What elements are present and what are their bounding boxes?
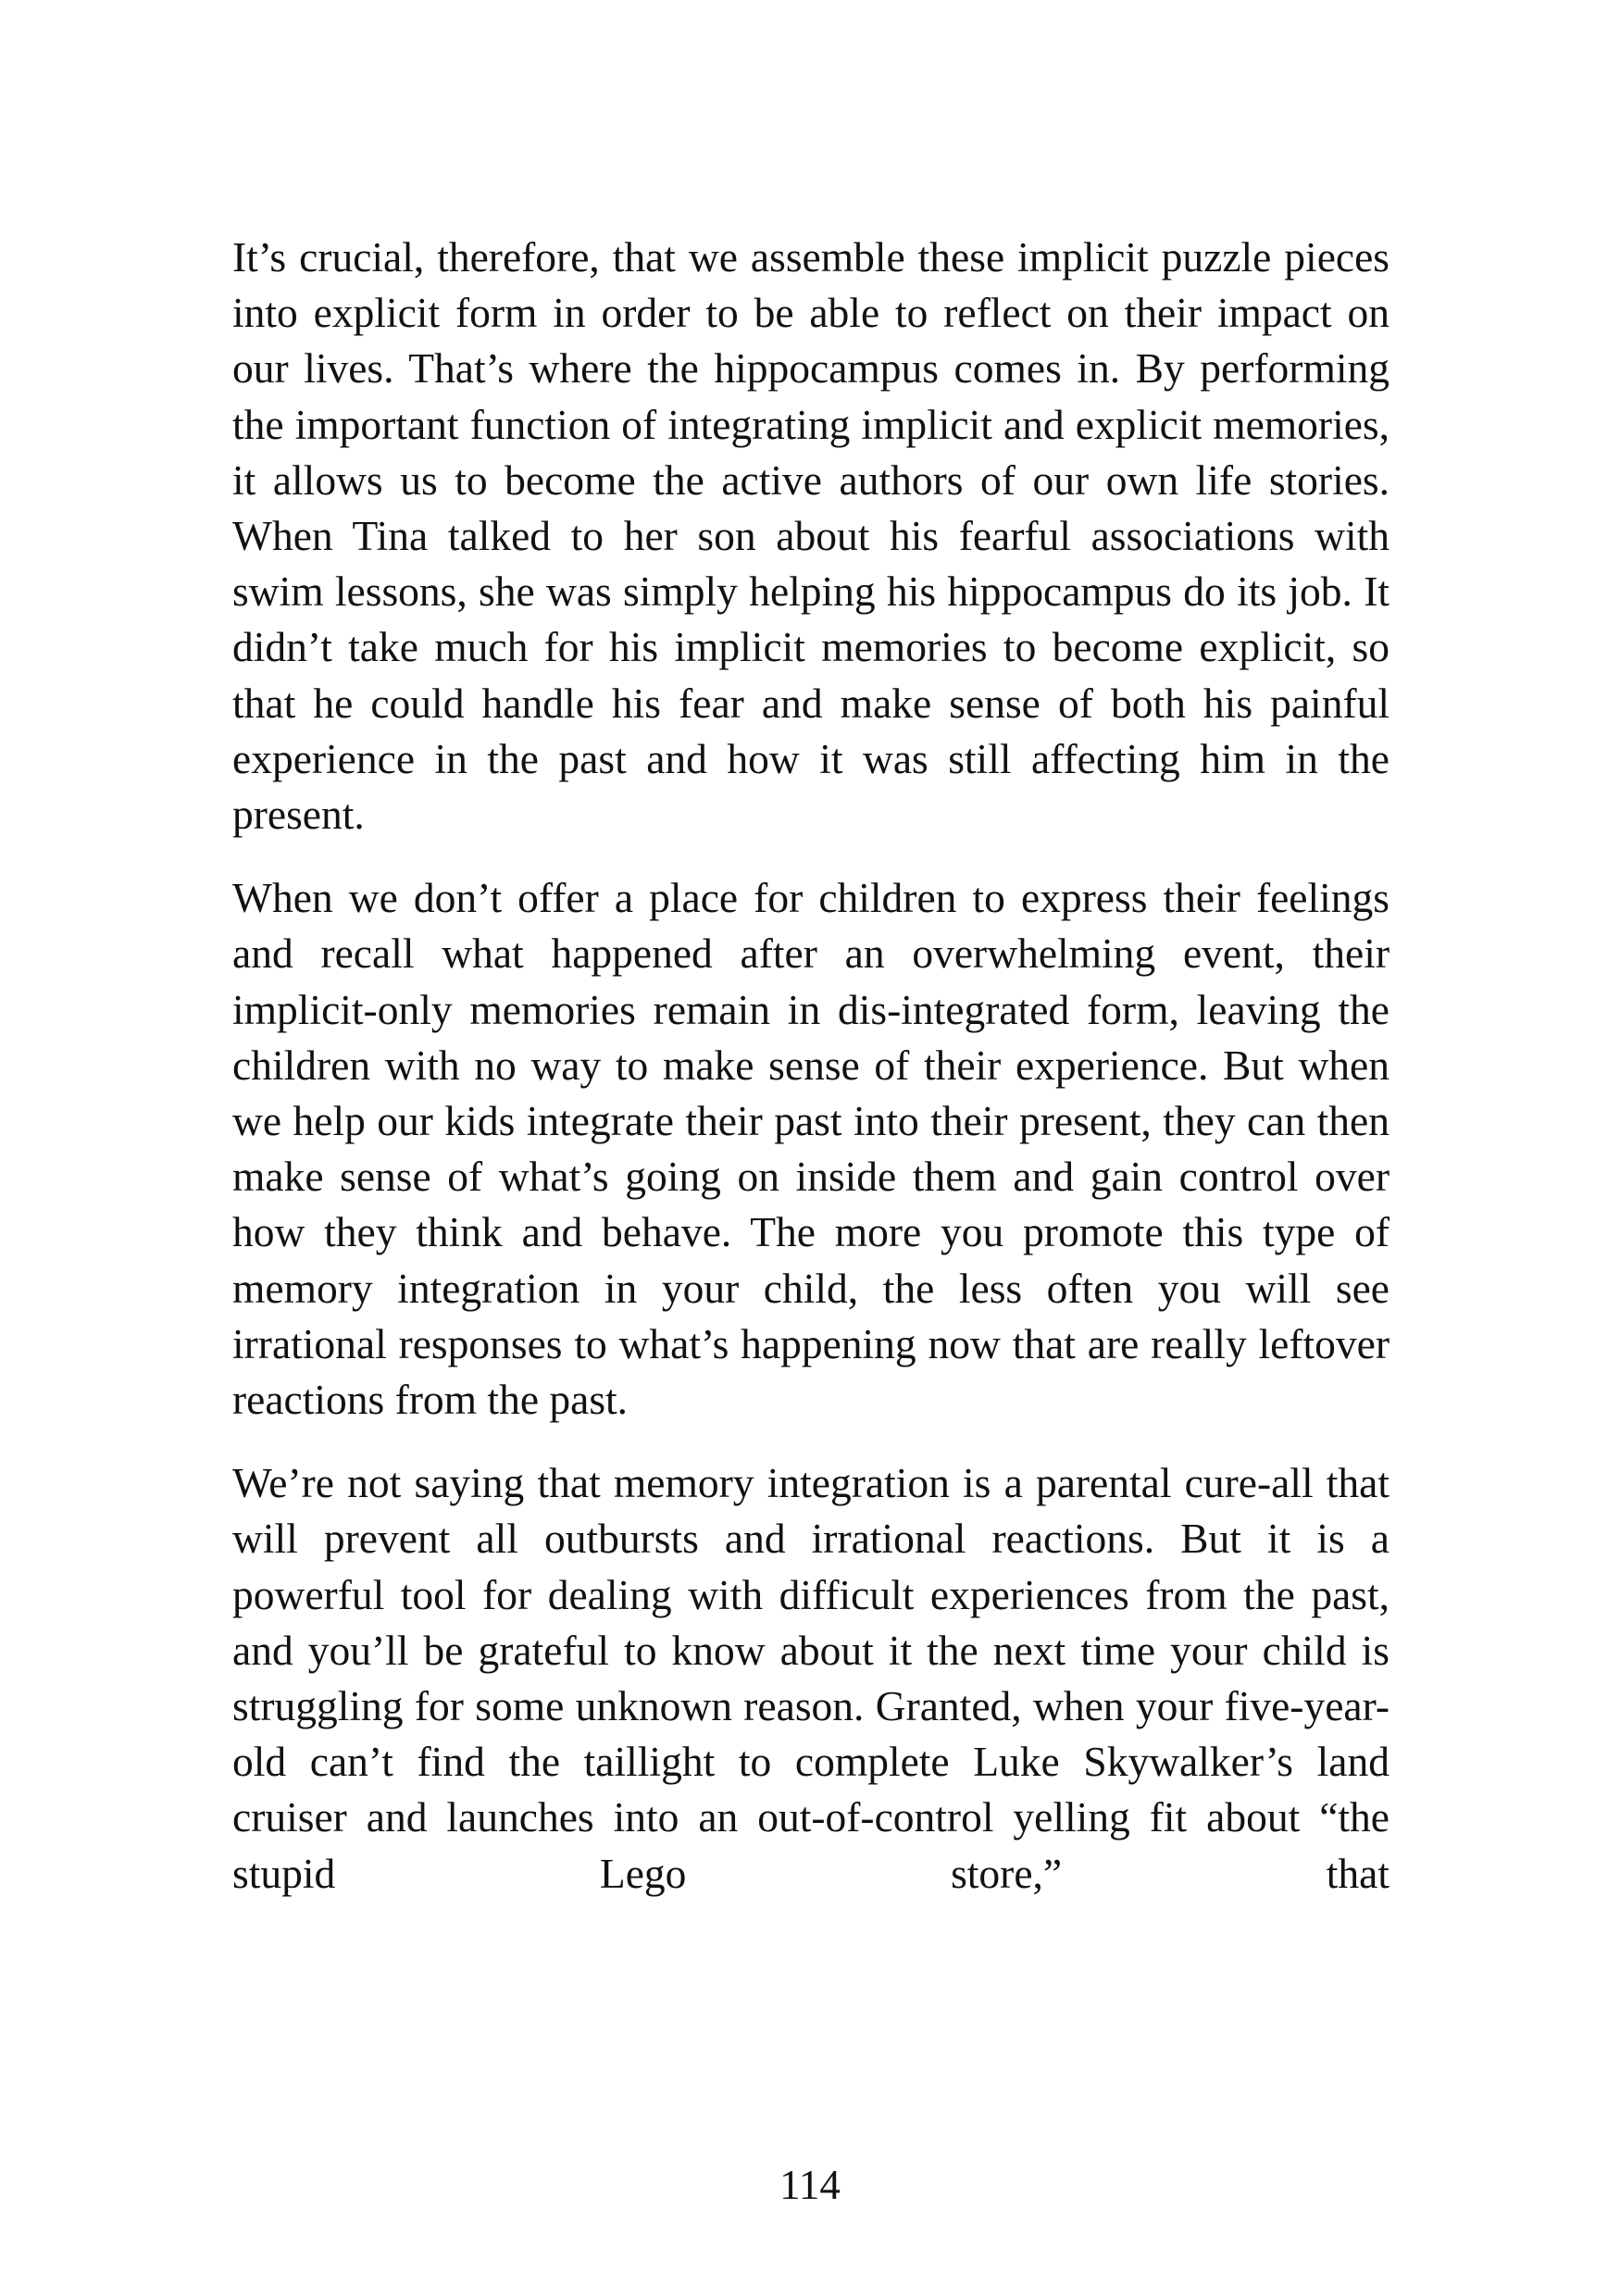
paragraph-3: We’re not saying that memory integration is a parental cure-all that will prevent all outbursts and irrational reactions. But it is a powerful tool for dealing with difficult experiences from the past, and you’ll be grateful to know about it the next time your child is struggling for some unknown reason. Granted, when your five-year-old can’t find the taillight to complete Luke Skywalker’s land cruiser and launches into an out-of-control yelling fit about “the stupid Lego store,” that [232,1459,1389,1897]
page-number: 114 [779,2162,841,2208]
paragraph-1: It’s crucial, therefore, that we assemble these implicit puzzle pieces into explicit form in order to be able to reflect on their impact on our lives. That’s where the hippocampus comes in. By performing the important function of integrating implicit and explicit memories, it allows us to become the active authors of our own life stories. When Tina talked to her son about his fearful associations with swim lessons, she was simply helping his hippocampus do its job. It didn’t take much for his implicit memories to become explicit, so that he could handle his fear and make sense of both his painful experience in the past and how it was still affecting him in the present. [232,233,1389,839]
body-text [232,230,1389,1929]
paragraph-2: When we don’t offer a place for children to express their feelings and recall what happened after an overwhelming event, their implicit-only memories remain in dis-integrated form, leaving the children with no way to make sense of their experience. But when we help our kids integrate their past into their present, they can then make sense of what’s going on inside them and gain control over how they think and behave. The more you promote this type of memory integration in your child, the less often you will see irrational responses to what’s happening now that are really leftover reactions from the past. [232,874,1389,1424]
